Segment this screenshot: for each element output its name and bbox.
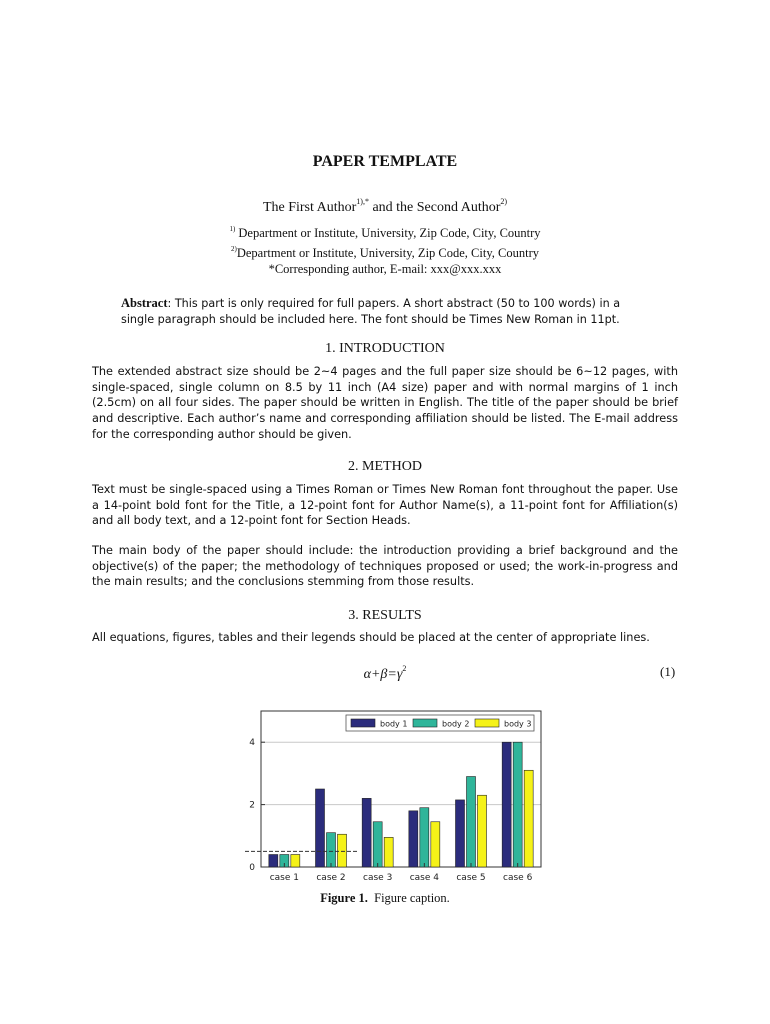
affiliation-1-text: Department or Institute, University, Zip Code, City, Country bbox=[235, 226, 541, 240]
method-paragraph-1: Text must be single-spaced using a Times Roman or Times New Roman font throughout the paper. Use a 14-point bold font for the Title, a 12-point font for Author Name(s), a 11-point font for Affiliation(s) and all body text, and a 12-point font for Section Heads. bbox=[92, 483, 678, 528]
bar-body-1-case-6 bbox=[502, 742, 511, 867]
x-tick-label-2: case 3 bbox=[363, 873, 393, 883]
x-tick-label-0: case 1 bbox=[269, 873, 299, 883]
section-heading-introduction: 1. INTRODUCTION bbox=[325, 341, 445, 356]
bar-body-2-case-6 bbox=[513, 742, 522, 867]
plot-frame bbox=[261, 711, 541, 867]
affiliation-2-sup: 2) bbox=[231, 245, 237, 253]
bar-chart bbox=[228, 703, 574, 889]
figure-caption-label: Figure 1. bbox=[320, 891, 368, 905]
affiliations bbox=[0, 221, 770, 277]
bar-body-2-case-3 bbox=[373, 822, 382, 867]
bar-body-3-case-6 bbox=[524, 770, 533, 867]
equation-exponent: 2 bbox=[402, 664, 407, 673]
introduction-paragraph: The extended abstract size should be 2~4 pages and the full paper size should be 6~12 pages, with single-spaced, single column on 8.5 by 11 inch (A4 size) paper and with normal margins of 1 inch (2.5cm) on all four sides. The paper should be written in English. The title of the paper should be brief and descriptive. Each author’s name and corresponding affiliation should be listed. The E-mail address for the corresponding author should be given. bbox=[92, 365, 678, 441]
bar-body-1-case-4 bbox=[409, 811, 418, 867]
legend-swatch-0 bbox=[351, 719, 375, 727]
equation-body: α+β=γ bbox=[363, 667, 403, 682]
legend-swatch-2 bbox=[475, 719, 499, 727]
x-tick-label-3: case 4 bbox=[409, 873, 439, 883]
first-author-sup: 1),* bbox=[356, 197, 369, 206]
bar-body-2-case-5 bbox=[467, 777, 476, 867]
equation bbox=[0, 664, 770, 683]
bar-body-1-case-5 bbox=[456, 800, 465, 867]
bar-body-2-case-2 bbox=[327, 833, 336, 867]
second-author-sup: 2) bbox=[500, 197, 508, 206]
bar-body-2-case-4 bbox=[420, 808, 429, 867]
abstract-text: : This part is only required for full papers. A short abstract (50 to 100 words) in a single paragraph should be included here. The font should be Times New Roman in 11pt. bbox=[121, 297, 621, 326]
y-tick-label-0: 0 bbox=[249, 863, 255, 873]
affiliation-2 bbox=[0, 241, 770, 261]
second-author: and the Second Author bbox=[368, 200, 501, 215]
section-heading-results: 3. RESULTS bbox=[348, 608, 422, 623]
bar-body-3-case-2 bbox=[338, 834, 347, 867]
x-tick-label-1: case 2 bbox=[316, 873, 346, 883]
figure-caption-text: Figure caption. bbox=[367, 891, 450, 905]
affiliation-2-text: Department or Institute, University, Zip Code, City, Country bbox=[236, 246, 539, 260]
bar-body-3-case-3 bbox=[384, 837, 393, 867]
section-heading-method: 2. METHOD bbox=[348, 459, 422, 474]
bar-body-3-case-5 bbox=[478, 795, 487, 867]
legend-swatch-1 bbox=[413, 719, 437, 727]
bar-body-1-case-2 bbox=[316, 789, 325, 867]
affiliation-1 bbox=[0, 221, 770, 241]
author-line bbox=[0, 197, 770, 216]
bar-body-3-case-4 bbox=[431, 822, 440, 867]
bar-body-3-case-1 bbox=[291, 855, 300, 867]
paper-title: PAPER TEMPLATE bbox=[312, 153, 458, 170]
method-paragraph-2: The main body of the paper should include: the introduction providing a brief background and the objective(s) of the paper; the methodology of techniques proposed or used; the work-in-progress and the main results; and the conclusions stemming from those results. bbox=[92, 544, 678, 589]
affiliation-1-sup: 1) bbox=[229, 225, 236, 233]
bar-body-1-case-1 bbox=[269, 855, 278, 867]
equation-number: (1) bbox=[660, 664, 676, 679]
y-tick-label-2: 4 bbox=[249, 738, 255, 749]
x-tick-label-4: case 5 bbox=[456, 873, 486, 883]
figure-caption bbox=[0, 891, 770, 906]
legend-label-0: body 1 bbox=[380, 719, 408, 729]
x-tick-label-5: case 6 bbox=[503, 873, 533, 883]
corresponding-author: *Corresponding author, E-mail: xxx@xxx.xxx bbox=[268, 262, 502, 276]
legend-label-2: body 3 bbox=[504, 719, 532, 729]
bar-body-1-case-3 bbox=[362, 798, 371, 867]
abstract-label: Abstract bbox=[121, 296, 168, 310]
results-paragraph: All equations, figures, tables and their legends should be placed at the center of appropriate lines. bbox=[92, 631, 650, 644]
legend-label-1: body 2 bbox=[442, 719, 470, 729]
abstract bbox=[121, 295, 653, 328]
first-author: The First Author bbox=[262, 200, 357, 215]
y-tick-label-1: 2 bbox=[249, 800, 255, 811]
